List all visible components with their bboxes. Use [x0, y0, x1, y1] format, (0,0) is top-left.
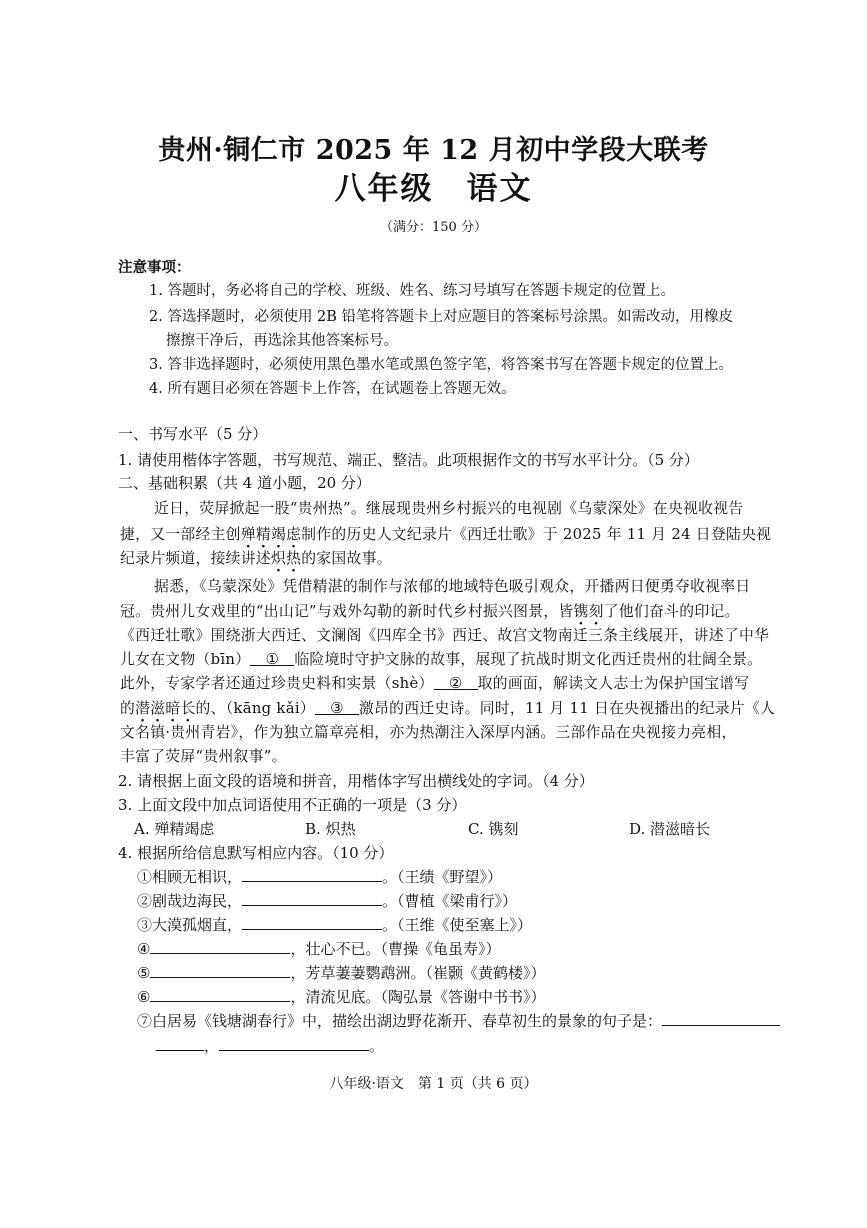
passage-line	[120, 672, 749, 693]
passage-text: 了他们奋斗的印记。	[603, 603, 740, 620]
passage-line	[120, 523, 771, 544]
fill-blank-2[interactable]: ②	[434, 675, 478, 690]
passage-line	[120, 648, 762, 669]
recite-item	[137, 986, 545, 1007]
recite-blank[interactable]	[150, 963, 290, 978]
passage-text: 制作的历史人文纪录片《西迁壮歌》于 2025 年 11 月 24 日登陆央视	[301, 526, 772, 543]
recite-end: 。	[369, 1037, 385, 1055]
passage-line: 《西迁壮歌》围绕浙大西迁、文澜阁《四库全书》西迁、故宫文物南迁三条主线展开，讲述了中华	[120, 627, 770, 644]
recite-pre: ④	[137, 940, 151, 958]
recite-post: 。（王绩《野望》）	[382, 868, 503, 886]
recite-pre: ①相顾无相识，	[137, 868, 243, 886]
note-item: 擦擦干净后，再选涂其他答案标号。	[166, 333, 398, 349]
dotted-word-c: 镌刻	[573, 603, 604, 620]
recite-pre: ⑦白居易《钱塘湖春行》中，描绘出湖边野花渐开、春草初生的景象的句子是：	[137, 1012, 663, 1030]
question-3: 3. 上面文段中加点词语使用不正确的一项是（3 分）	[118, 796, 467, 814]
option-letter: D.	[629, 820, 646, 838]
passage-text: 冠。贵州儿女戏里的“出山记”与戏外勾勒的新时代乡村振兴图景，皆	[120, 603, 574, 620]
passage-line	[120, 697, 775, 718]
dotted-word-b: 炽热	[270, 550, 302, 567]
recite-post: 。（王维《使至塞上》）	[382, 916, 533, 934]
passage-text: 激昂的西迁史诗。同时，11 月 11 日在央视播出的纪录片《人	[358, 700, 776, 717]
passage-line: 丰富了荧屏“贵州叙事”。	[120, 748, 287, 765]
note-item: 4. 所有题目必须在答题卡上作答，在试题卷上答题无效。	[149, 381, 516, 397]
recite-blank[interactable]	[242, 915, 382, 930]
recite-item	[156, 1035, 384, 1056]
notes-heading: 注意事项：	[118, 259, 191, 276]
option-a[interactable]	[134, 818, 214, 839]
question-4: 4. 根据所给信息默写相应内容。（10 分）	[118, 844, 394, 862]
exam-subtitle: 八年级 语文	[334, 171, 533, 207]
option-c[interactable]	[468, 818, 519, 839]
exam-title: 贵州·铜仁市 2025 年 12 月初中学段大联考	[158, 135, 709, 166]
option-letter: C.	[468, 820, 484, 838]
option-letter: A.	[134, 820, 150, 838]
recite-blank[interactable]	[219, 1036, 369, 1051]
recite-item	[137, 866, 502, 887]
passage-line	[120, 547, 392, 568]
passage-text: 的、（kāng kǎi）	[195, 700, 315, 717]
passage-text: 的	[120, 700, 136, 717]
passage-text: 儿女在文物（bīn）	[120, 651, 251, 668]
passage-line: 近日，荧屏掀起一股“贵州热”。继展现贵州乡村振兴的电视剧《乌蒙深处》在央视收视告	[154, 500, 744, 517]
option-b[interactable]	[305, 818, 356, 839]
recite-blank[interactable]	[662, 1011, 780, 1026]
recite-pre: ⑥	[137, 988, 151, 1006]
recite-post: ，清流见底。（陶弘景《答谢中书书》）	[290, 988, 546, 1006]
recite-post: ，芳草萋萋鹦鹉洲。（崔颢《黄鹤楼》）	[290, 964, 546, 982]
recite-pre: ②剧哉边海民，	[137, 892, 243, 910]
recite-pre: ⑤	[137, 964, 151, 982]
recite-blank[interactable]	[150, 987, 290, 1002]
passage-line: 据悉，《乌蒙深处》凭借精湛的制作与浓郁的地域特色吸引观众，开播两日便勇夺收视率日	[154, 578, 751, 595]
recite-blank[interactable]	[150, 939, 290, 954]
option-text: 镌刻	[488, 820, 519, 838]
passage-text: 此外，专家学者还通过珍贵史料和实景（shè）	[120, 675, 434, 692]
recite-item	[137, 914, 532, 935]
passage-line	[120, 600, 740, 621]
option-text: 潜滋暗长	[650, 820, 711, 838]
passage-text: 临险境时守护文脉的故事，展现了抗战时期文化西迁贵州的壮阔全景。	[294, 651, 763, 668]
recite-sep: ，	[204, 1037, 220, 1055]
recite-post: ，壮心不已。（曹操《龟虽寿》）	[290, 940, 501, 958]
question-2: 2. 请根据上面文段的语境和拼音，用楷体字写出横线处的字词。（4 分）	[118, 772, 594, 790]
recite-blank[interactable]	[242, 891, 382, 906]
recite-blank[interactable]	[242, 867, 382, 882]
recite-item	[137, 890, 517, 911]
passage-line: 文名镇·贵州青岩》，作为独立篇章亮相，亦为热潮注入深厚内涵。三部作品在央视接力亮相，	[120, 724, 737, 741]
recite-blank[interactable]	[156, 1036, 204, 1051]
option-d[interactable]	[629, 818, 710, 839]
option-text: 殚精竭虑	[154, 820, 215, 838]
note-item: 1. 答题时，务必将自己的学校、班级、姓名、练习号填写在答题卡规定的位置上。	[149, 283, 675, 299]
recite-item	[137, 1010, 780, 1031]
recite-post: 。（曹植《梁甫行》）	[382, 892, 518, 910]
dotted-word-d: 潜滋暗长	[135, 700, 196, 717]
fill-blank-1[interactable]: ①	[250, 651, 294, 666]
note-item: 3. 答非选择题时，必须使用黑色墨水笔或黑色签字笔，将答案书写在答题卡规定的位置上。	[149, 357, 733, 373]
option-letter: B.	[305, 820, 321, 838]
passage-text: 的家国故事。	[301, 550, 392, 567]
option-text: 炽热	[325, 820, 356, 838]
recite-item	[137, 938, 500, 959]
section1-heading: 一、书写水平（5 分）	[118, 425, 268, 443]
question-1: 1. 请使用楷体字答题，书写规范、端正、整洁。此项根据作文的书写水平计分。（5 分）	[118, 451, 699, 469]
section2-heading: 二、基础积累（共 4 道小题，20 分）	[118, 474, 371, 492]
dotted-word-a: 殚精竭虑	[240, 526, 302, 543]
recite-pre: ③大漠孤烟直，	[137, 916, 243, 934]
note-item: 2. 答选择题时，必须使用 2B 铅笔将答题卡上对应题目的答案标号涂黑。如需改动，用橡皮	[149, 309, 734, 325]
recite-item	[137, 962, 545, 983]
fill-blank-3[interactable]: ③	[315, 700, 359, 715]
page-footer: 八年级·语文 第 1 页（共 6 页）	[329, 1076, 538, 1092]
passage-text: 取的画面，解读文人志士为保护国宝谱写	[477, 675, 750, 692]
passage-text: 纪录片频道，接续讲述	[120, 550, 271, 567]
passage-text: 捷，又一部经主创	[120, 526, 241, 543]
full-score: （满分：150 分）	[380, 220, 487, 235]
